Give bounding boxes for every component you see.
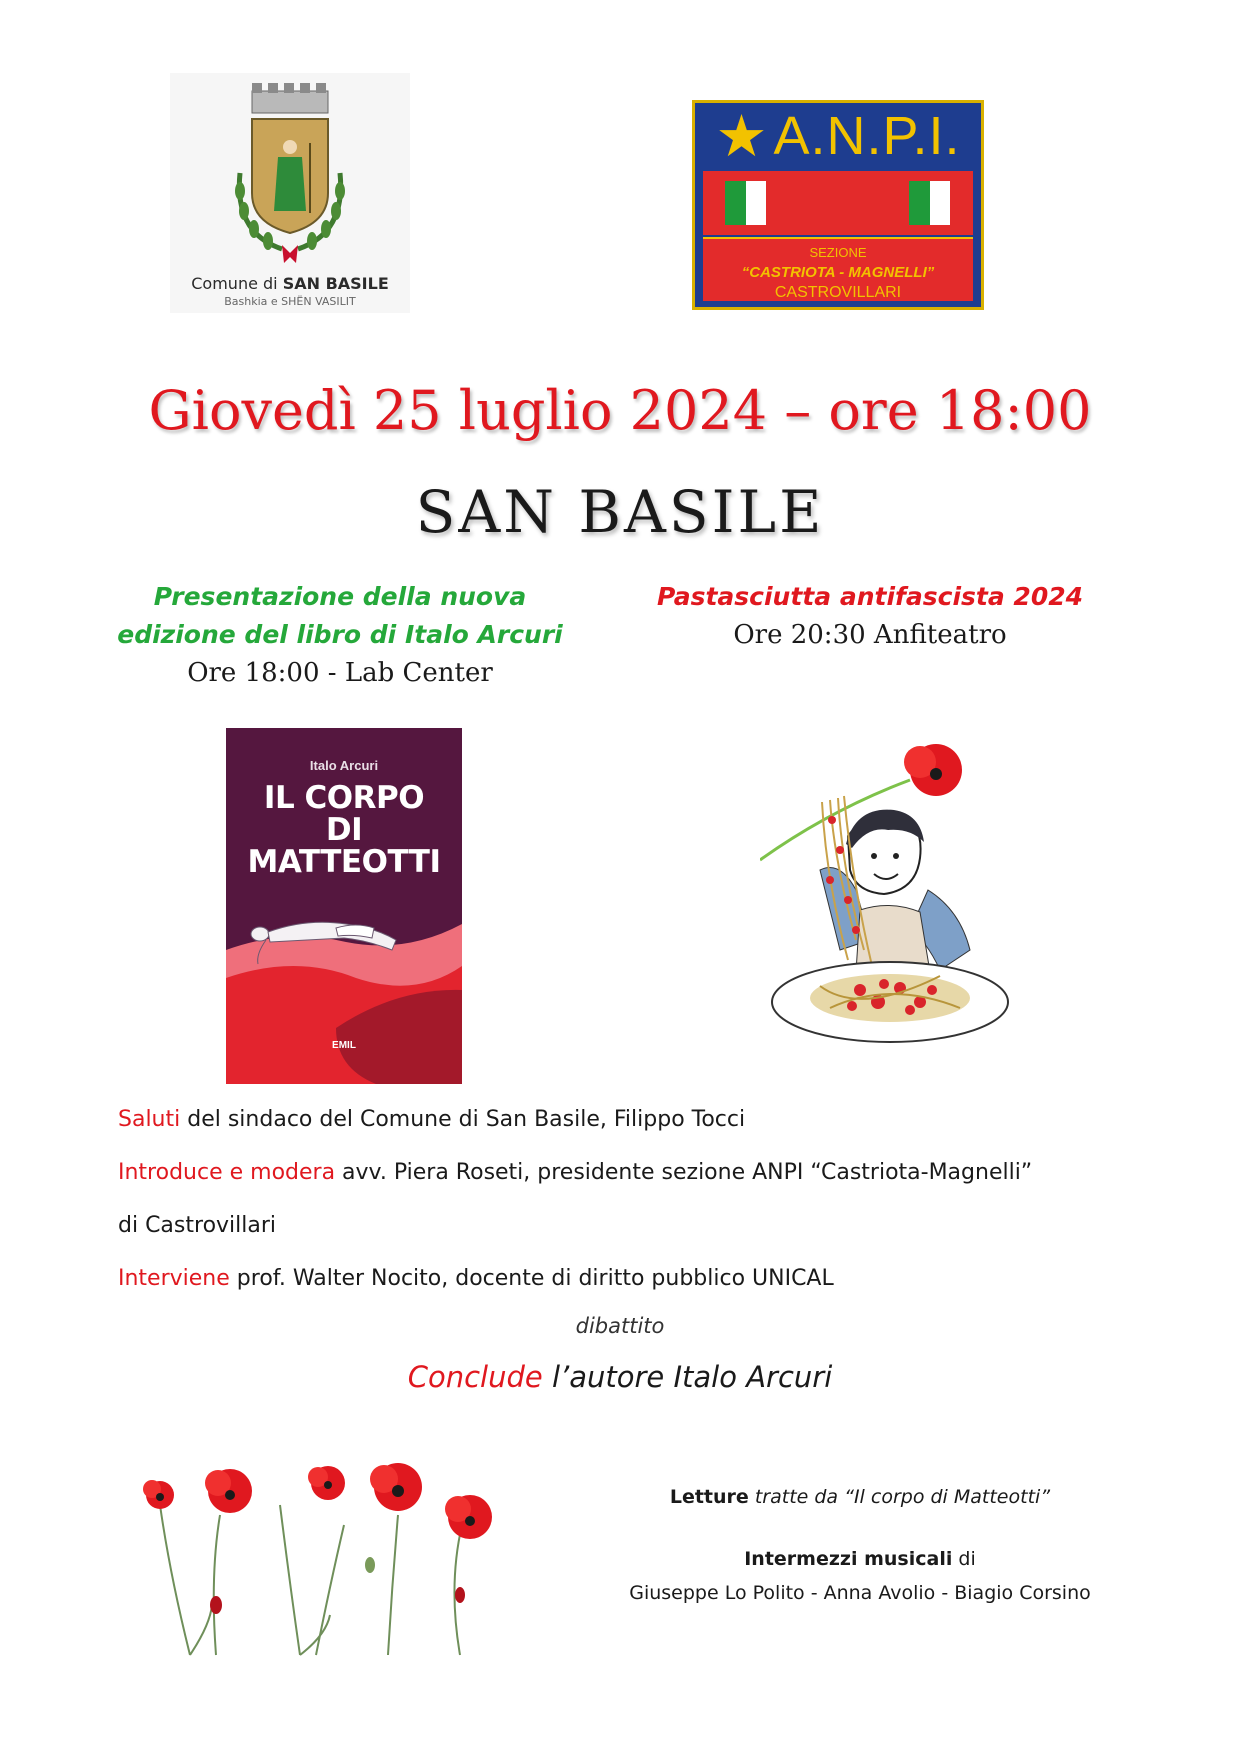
anpi-city: CASTROVILLARI xyxy=(774,284,902,301)
comune-san-basile-logo xyxy=(170,73,410,313)
book-publisher: EMIL xyxy=(332,1040,356,1051)
book-title xyxy=(226,782,462,878)
conclude-text: l’autore Italo Arcuri xyxy=(542,1360,833,1394)
italian-flags xyxy=(703,171,973,235)
poppy-icon xyxy=(308,1466,345,1500)
program-dibattito: dibattito xyxy=(575,1314,665,1338)
italian-flag-icon xyxy=(909,181,971,225)
book-author: Italo Arcuri xyxy=(309,758,379,773)
anpi-section-name: “CASTRIOTA - MAGNELLI” xyxy=(741,264,935,281)
conclude-keyword: Conclude xyxy=(407,1360,543,1394)
star-icon: ★ xyxy=(715,102,768,170)
poppy-icon xyxy=(205,1469,252,1513)
poppy-bud-icon xyxy=(210,1557,465,1614)
interviene-keyword: Interviene xyxy=(118,1266,230,1291)
intermezzi-label: Intermezzi musicali xyxy=(744,1548,953,1570)
program-conclude xyxy=(0,1360,1240,1394)
anpi-logo xyxy=(692,100,984,310)
saluti-text: del sindaco del Comune di San Basile, Filippo Tocci xyxy=(180,1107,746,1132)
program-interviene xyxy=(118,1266,834,1291)
anpi-section-panel xyxy=(703,237,973,301)
letture-text: tratte da “Il corpo di Matteotti” xyxy=(748,1486,1051,1508)
anpi-section-label: SEZIONE xyxy=(809,245,867,260)
poppy-icon xyxy=(370,1463,422,1511)
letture-line xyxy=(560,1486,1160,1508)
poppy-icon xyxy=(904,744,962,796)
letture-label: Letture xyxy=(669,1486,749,1508)
pastasciutta-info xyxy=(640,578,1100,654)
event-date-time: Giovedì 25 luglio 2024 – ore 18:00 xyxy=(148,379,1092,442)
program-saluti xyxy=(118,1107,745,1132)
introduce-text: avv. Piera Roseti, presidente sezione ANPI “Castriota-Magnelli” xyxy=(335,1160,1033,1185)
comune-name: Comune di SAN BASILE xyxy=(191,274,389,293)
anpi-acronym: A.N.P.I. xyxy=(773,106,961,166)
book-title-line2: DI MATTEOTTI xyxy=(247,812,441,880)
book-title-line1: IL CORPO xyxy=(263,780,425,816)
program-introduce-continued: di Castrovillari xyxy=(118,1213,277,1238)
poppy-icon xyxy=(445,1495,492,1539)
introduce-keyword: Introduce e modera xyxy=(118,1160,336,1185)
book-cover xyxy=(226,728,462,1084)
pastasciutta-time-place: Ore 20:30 Anfiteatro xyxy=(733,620,1007,650)
intermezzi-text: di xyxy=(952,1548,976,1570)
musicians-list: Giuseppe Lo Polito - Anna Avolio - Biagio Corsino xyxy=(629,1582,1091,1604)
event-place: SAN BASILE xyxy=(415,478,825,546)
coat-of-arms-icon xyxy=(170,73,410,273)
italian-flag-icon xyxy=(725,181,787,225)
poppy-icon xyxy=(143,1480,174,1509)
comune-subtitle: Bashkia e SHËN VASILIT xyxy=(224,295,356,308)
interviene-text: prof. Walter Nocito, docente di diritto pubblico UNICAL xyxy=(229,1266,834,1291)
anpi-title xyxy=(695,103,981,169)
poppies-illustration xyxy=(130,1455,550,1665)
book-presentation-info xyxy=(110,578,570,692)
pastasciutta-title: Pastasciutta antifascista 2024 xyxy=(656,582,1084,611)
intermezzi-line xyxy=(560,1548,1160,1570)
book-presentation-title-line2: edizione del libro di Italo Arcuri xyxy=(117,620,563,649)
book-presentation-time-place: Ore 18:00 - Lab Center xyxy=(187,658,493,688)
child-eating-pasta-illustration xyxy=(760,740,1040,1050)
book-presentation-title-line1: Presentazione della nuova xyxy=(153,582,527,611)
program-introduce xyxy=(118,1160,1032,1185)
saluti-keyword: Saluti xyxy=(118,1107,181,1132)
